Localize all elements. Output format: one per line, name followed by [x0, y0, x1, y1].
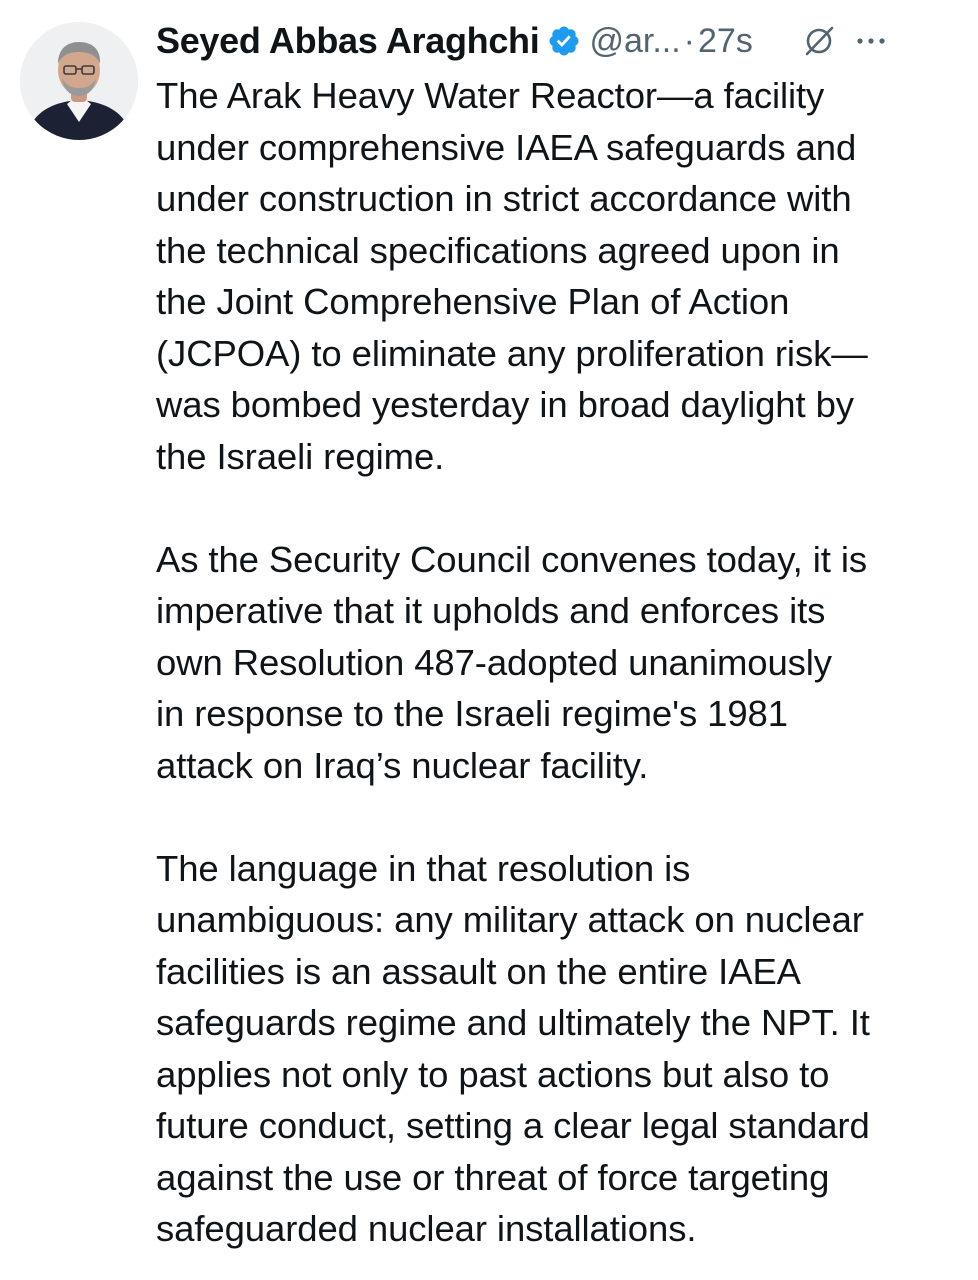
display-name[interactable]: Seyed Abbas Araghchi: [156, 20, 540, 61]
separator-dot: ·: [683, 21, 695, 60]
tweet-line: in response to the Israeli regime's 1981: [156, 693, 788, 734]
tweet-line: attack on Iraq’s nuclear facility.: [156, 744, 649, 786]
tweet-line: the Israeli regime.: [156, 435, 445, 477]
tweet-line: under construction in strict accordance with: [156, 178, 852, 219]
tweet-line: future conduct, setting a clear legal standard: [156, 1105, 870, 1146]
tweet-paragraph-1: [156, 70, 968, 482]
handle[interactable]: @ar...: [589, 21, 681, 60]
tweet-line: the Joint Comprehensive Plan of Action: [156, 281, 790, 322]
tweet-text: [156, 70, 968, 1255]
avatar[interactable]: [20, 22, 138, 140]
grok-icon[interactable]: [801, 23, 837, 59]
tweet-line: against the use or threat of force targeting: [156, 1156, 830, 1198]
tweet-line: applies not only to past actions but also to: [156, 1053, 830, 1095]
tweet-line: safeguards regime and ultimately the NPT. It: [156, 1002, 870, 1043]
tweet-line: unambiguous: any military attack on nuclear: [156, 899, 864, 940]
tweet-paragraph-3: [156, 843, 968, 1255]
more-horizontal-icon[interactable]: [851, 21, 891, 61]
person-portrait-icon: [20, 22, 138, 140]
tweet-header: [156, 16, 968, 66]
tweet-line: own Resolution 487-adopted unanimously: [156, 641, 832, 683]
tweet-line: As the Security Council convenes today, it is: [156, 538, 867, 580]
tweet-line: imperative that it upholds and enforces its: [156, 590, 826, 631]
tweet-line: under comprehensive IAEA safeguards and: [156, 126, 857, 168]
tweet-line: The Arak Heavy Water Reactor—a facility: [156, 75, 825, 116]
tweet-line: facilities is an assault on the entire IAEA: [156, 950, 801, 992]
timestamp[interactable]: 27s: [698, 21, 753, 60]
verified-badge-icon: [547, 24, 581, 58]
tweet-line: was bombed yesterday in broad daylight by: [156, 384, 854, 425]
tweet-line: the technical specifications agreed upon in: [156, 229, 840, 271]
tweet-paragraph-2: [156, 534, 968, 792]
tweet-line: (JCPOA) to eliminate any proliferation risk—: [156, 332, 868, 374]
tweet-line: safeguarded nuclear installations.: [156, 1208, 697, 1249]
tweet-line: The language in that resolution is: [156, 847, 691, 889]
